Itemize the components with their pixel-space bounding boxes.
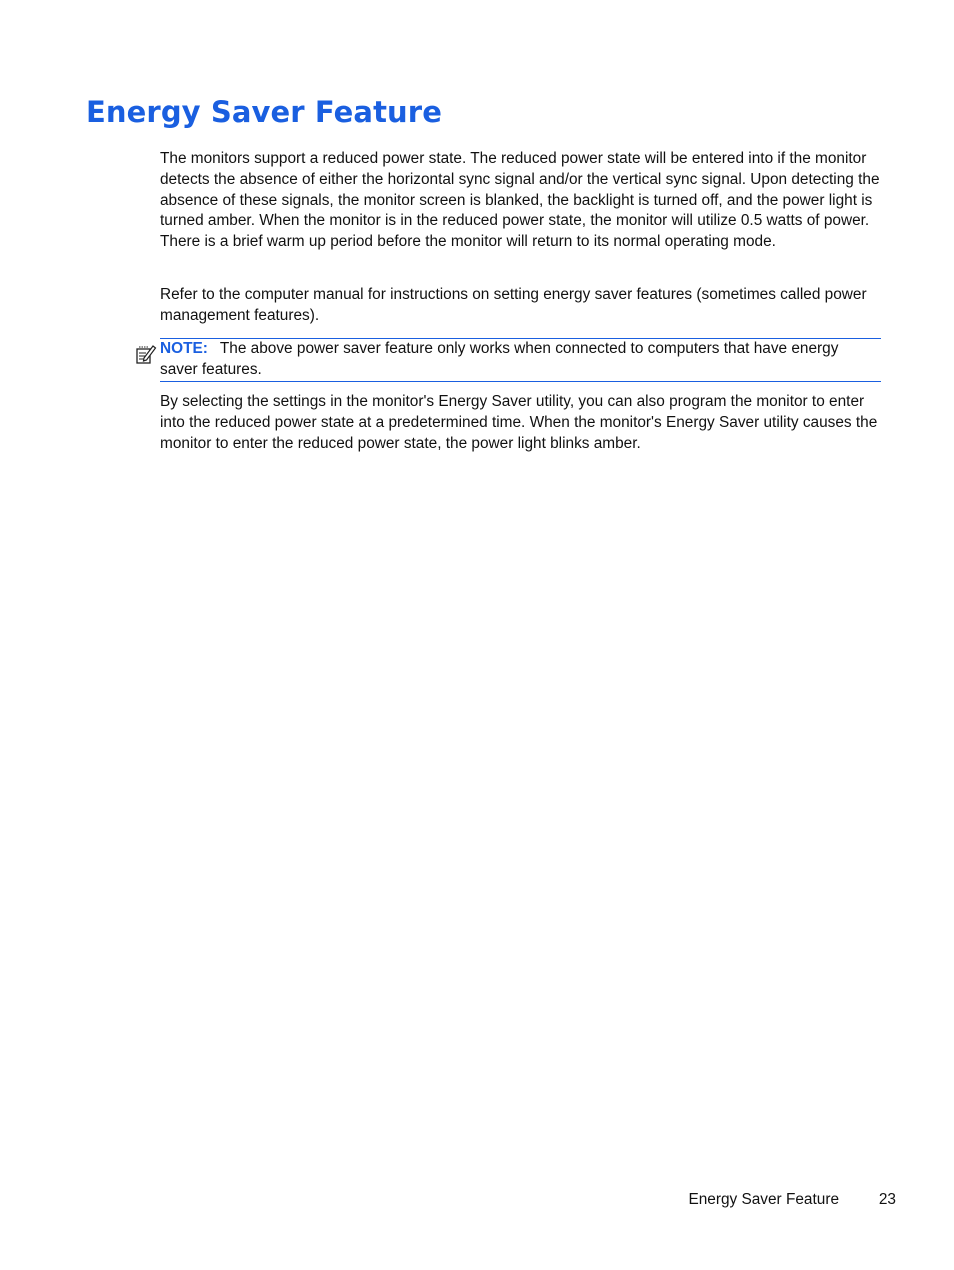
note-label: NOTE:	[160, 340, 208, 357]
note-box	[160, 338, 881, 382]
note-pencil-icon	[135, 343, 157, 365]
body-paragraph-computer-manual: Refer to the computer manual for instructions on setting energy saver features (sometimes called power management features).	[160, 286, 867, 324]
body-paragraph-reduced-power-state: The monitors support a reduced power state. The reduced power state will be entered into if the monitor detects the absence of either the horizontal sync signal and/or the vertical sync signal. Upon detecting the absence of these signals, the monitor screen is blanked, the backlight is turned off, and the power light is turned amber. When the monitor is in the reduced power state, the monitor will utilize 0.5 watts of power. There is a brief warm up period before the monitor will return to its normal operating mode.	[160, 150, 880, 251]
body-paragraph-energy-saver-utility: By selecting the settings in the monitor's Energy Saver utility, you can also program the monitor to enter into the reduced power state at a predetermined time. When the monitor's Energy Saver utility causes the monitor to enter the reduced power state, the power light blinks amber.	[160, 393, 878, 452]
page-footer	[0, 1188, 954, 1212]
footer-page-number: 23	[878, 1191, 896, 1208]
note-text-block	[160, 339, 880, 381]
note-text: The above power saver feature only works when connected to computers that have energy saver features.	[160, 340, 839, 378]
page-title: Energy Saver Feature	[86, 95, 442, 129]
footer-section-title: Energy Saver Feature	[688, 1191, 839, 1208]
